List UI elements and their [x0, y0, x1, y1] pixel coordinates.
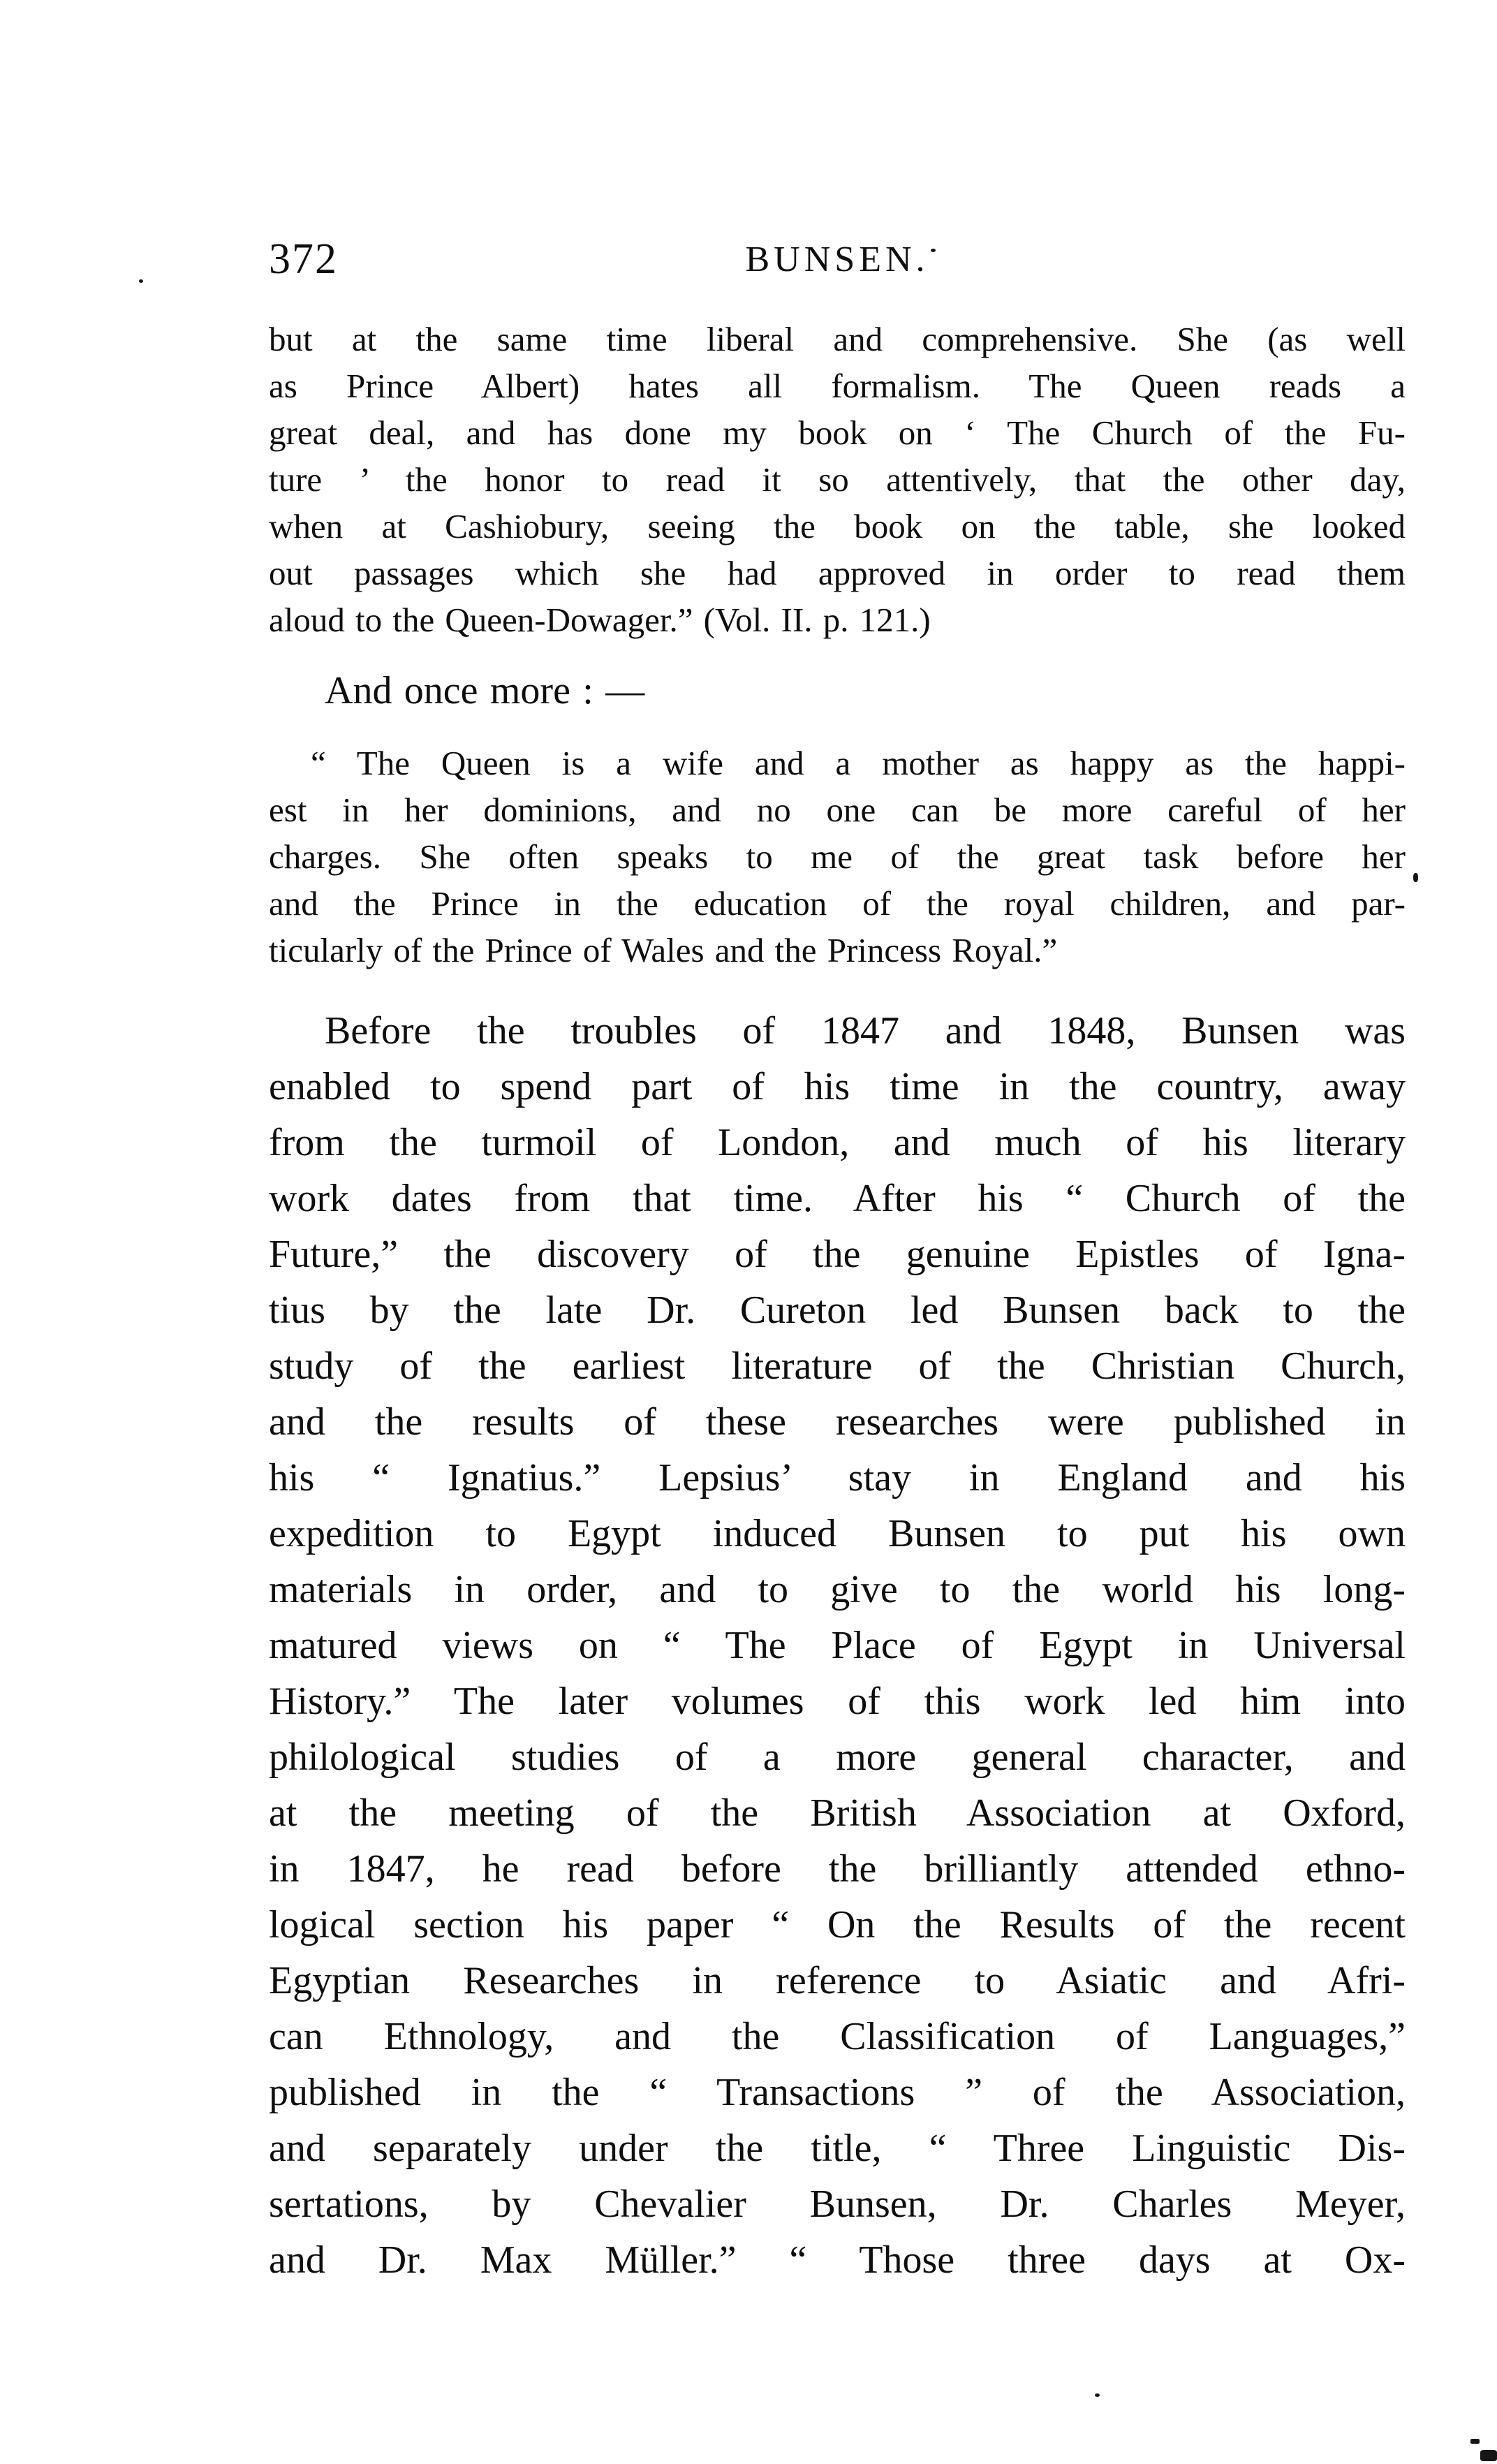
text-line: matured views on “ The Place of Egypt in Universal [269, 1624, 1406, 1667]
text-line: and Dr. Max Müller.” “ Those three days at Ox- [269, 2238, 1406, 2282]
text-line: published in the “ Transactions ” of the Association, [269, 2071, 1406, 2114]
text-line: philological studies of a more general character, and [269, 1736, 1406, 1779]
text-line: charges. She often speaks to me of the great task before her [269, 837, 1406, 876]
scan-speck [1470, 2439, 1480, 2444]
text-line: aloud to the Queen-Dowager.” (Vol. II. p. 121.) [269, 601, 931, 639]
text-line: Future,” the discovery of the genuine Epistles of Igna- [269, 1233, 1406, 1276]
text-line: Before the troubles of 1847 and 1848, Bunsen was [325, 1009, 1406, 1053]
text-line: And once more : — [325, 669, 645, 712]
text-line: ticularly of the Prince of Wales and the Princess Royal.” [269, 931, 1058, 969]
transition-line [269, 663, 1406, 719]
text-line: and the results of these researches were published in [269, 1400, 1406, 1444]
text-line: great deal, and has done my book on ‘ The Church of the Fu- [269, 413, 1406, 452]
queen-extract [269, 740, 1406, 974]
page-number: 372 [269, 235, 338, 283]
body-paragraph [269, 1003, 1406, 2288]
scan-speck [1413, 873, 1418, 882]
opening-extract [269, 316, 1406, 643]
text-line: expedition to Egypt induced Bunsen to put his own [269, 1512, 1406, 1555]
scan-speck [1095, 2393, 1100, 2397]
scan-speck [1480, 2450, 1497, 2461]
scan-speck [139, 279, 143, 283]
text-line: and the Prince in the education of the royal children, and par- [269, 884, 1406, 923]
text-line: his “ Ignatius.” Lepsius’ stay in England and his [269, 1456, 1406, 1499]
text-line: can Ethnology, and the Classification of Languages,” [269, 2015, 1406, 2058]
text-line: as Prince Albert) hates all formalism. The Queen reads a [269, 367, 1406, 405]
text-line: tius by the late Dr. Cureton led Bunsen back to the [269, 1289, 1406, 1332]
scan-speck [931, 249, 936, 252]
text-line: enabled to spend part of his time in the country, away [269, 1065, 1406, 1108]
text-line: from the turmoil of London, and much of his literary [269, 1121, 1406, 1164]
text-line: sertations, by Chevalier Bunsen, Dr. Charles Meyer, [269, 2183, 1406, 2226]
text-line: work dates from that time. After his “ Church of the [269, 1177, 1406, 1220]
text-line: logical section his paper “ On the Results of the recent [269, 1903, 1406, 1946]
running-title: BUNSEN. [745, 240, 929, 279]
text-line: at the meeting of the British Association at Oxford, [269, 1791, 1406, 1835]
text-line: History.” The later volumes of this work led him into [269, 1680, 1406, 1723]
text-line: and separately under the title, “ Three Linguistic Dis- [269, 2127, 1406, 2170]
text-line: in 1847, he read before the brilliantly attended ethno- [269, 1847, 1406, 1891]
text-line: materials in order, and to give to the world his long- [269, 1568, 1406, 1611]
text-line: “ The Queen is a wife and a mother as happy as the happi- [311, 744, 1406, 782]
text-line: ture ’ the honor to read it so attentively, that the other day, [269, 460, 1406, 499]
text-line: out passages which she had approved in order to read them [269, 554, 1406, 592]
page-text [269, 316, 1406, 2288]
text-line: study of the earliest literature of the Christian Church, [269, 1344, 1406, 1388]
text-line: when at Cashiobury, seeing the book on the table, she looked [269, 507, 1406, 545]
text-line: Egyptian Researches in reference to Asiatic and Afri- [269, 1959, 1406, 2002]
page-header [269, 235, 1406, 291]
text-line: but at the same time liberal and comprehensive. She (as well [269, 320, 1406, 358]
text-line: est in her dominions, and no one can be more careful of her [269, 791, 1406, 829]
